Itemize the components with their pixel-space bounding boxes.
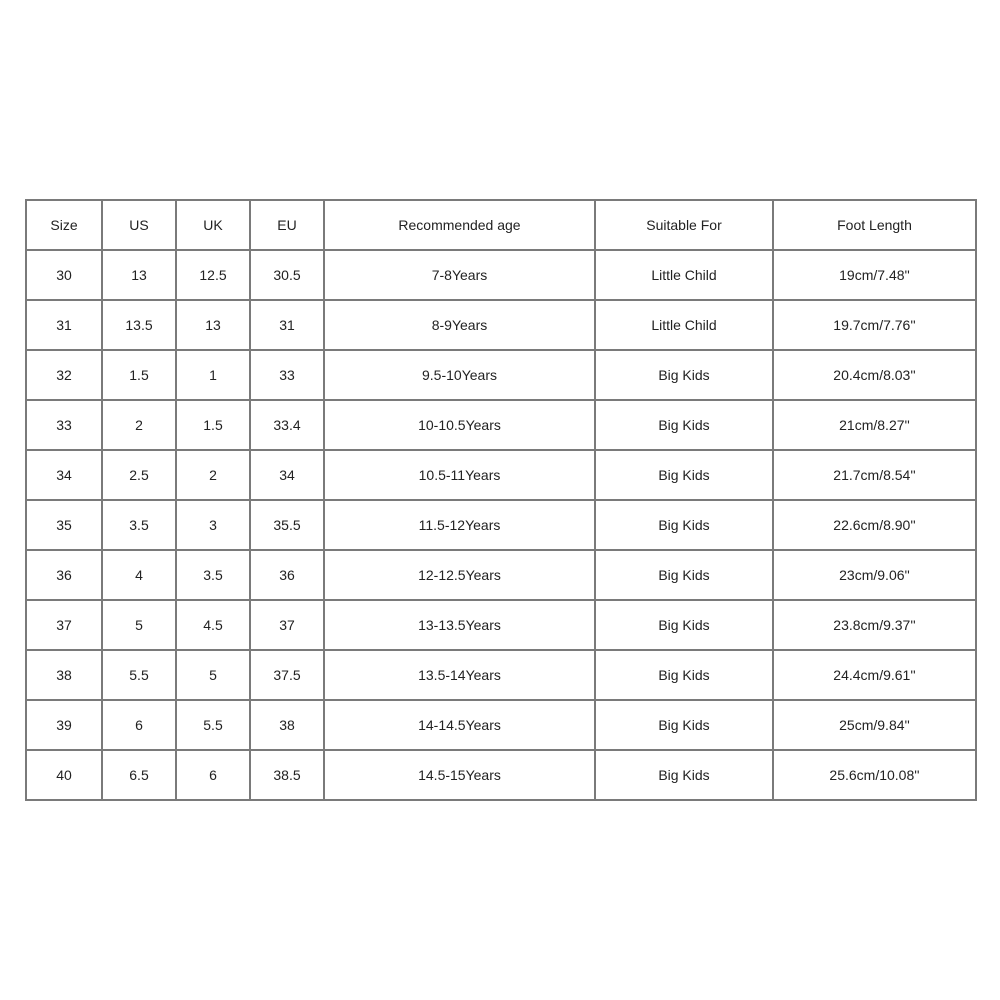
cell-us: 4 <box>102 550 176 600</box>
table-row <box>26 250 976 300</box>
cell-recommended-age: 8-9Years <box>324 300 595 350</box>
cell-uk: 1 <box>176 350 250 400</box>
cell-suitable-for: Big Kids <box>595 600 773 650</box>
table-row <box>26 600 976 650</box>
cell-recommended-age: 11.5-12Years <box>324 500 595 550</box>
table-row <box>26 350 976 400</box>
table-row <box>26 700 976 750</box>
cell-uk: 3.5 <box>176 550 250 600</box>
cell-foot-length: 19cm/7.48'' <box>773 250 976 300</box>
cell-suitable-for: Big Kids <box>595 350 773 400</box>
cell-foot-length: 20.4cm/8.03'' <box>773 350 976 400</box>
header-recommended-age: Recommended age <box>324 200 595 250</box>
header-row <box>26 200 976 250</box>
cell-eu: 35.5 <box>250 500 324 550</box>
cell-uk: 4.5 <box>176 600 250 650</box>
table-row <box>26 500 976 550</box>
cell-foot-length: 25cm/9.84'' <box>773 700 976 750</box>
cell-uk: 2 <box>176 450 250 500</box>
cell-uk: 3 <box>176 500 250 550</box>
table-row <box>26 400 976 450</box>
cell-suitable-for: Big Kids <box>595 750 773 800</box>
cell-recommended-age: 10.5-11Years <box>324 450 595 500</box>
cell-eu: 38.5 <box>250 750 324 800</box>
cell-foot-length: 24.4cm/9.61'' <box>773 650 976 700</box>
cell-uk: 5.5 <box>176 700 250 750</box>
cell-recommended-age: 12-12.5Years <box>324 550 595 600</box>
cell-size: 37 <box>26 600 102 650</box>
table-row <box>26 550 976 600</box>
cell-recommended-age: 13.5-14Years <box>324 650 595 700</box>
cell-suitable-for: Big Kids <box>595 400 773 450</box>
cell-us: 6.5 <box>102 750 176 800</box>
cell-suitable-for: Little Child <box>595 300 773 350</box>
cell-size: 35 <box>26 500 102 550</box>
cell-us: 2 <box>102 400 176 450</box>
cell-us: 1.5 <box>102 350 176 400</box>
cell-recommended-age: 7-8Years <box>324 250 595 300</box>
cell-us: 13.5 <box>102 300 176 350</box>
header-eu: EU <box>250 200 324 250</box>
cell-us: 3.5 <box>102 500 176 550</box>
cell-suitable-for: Big Kids <box>595 550 773 600</box>
cell-size: 33 <box>26 400 102 450</box>
cell-foot-length: 21.7cm/8.54'' <box>773 450 976 500</box>
header-size: Size <box>26 200 102 250</box>
cell-foot-length: 25.6cm/10.08'' <box>773 750 976 800</box>
cell-suitable-for: Little Child <box>595 250 773 300</box>
cell-size: 34 <box>26 450 102 500</box>
cell-size: 40 <box>26 750 102 800</box>
cell-eu: 30.5 <box>250 250 324 300</box>
cell-size: 30 <box>26 250 102 300</box>
header-foot-length: Foot Length <box>773 200 976 250</box>
cell-foot-length: 23cm/9.06'' <box>773 550 976 600</box>
size-chart-table <box>25 199 977 801</box>
cell-size: 36 <box>26 550 102 600</box>
cell-us: 6 <box>102 700 176 750</box>
cell-us: 13 <box>102 250 176 300</box>
cell-us: 5 <box>102 600 176 650</box>
table-row <box>26 750 976 800</box>
cell-suitable-for: Big Kids <box>595 450 773 500</box>
cell-uk: 12.5 <box>176 250 250 300</box>
cell-size: 38 <box>26 650 102 700</box>
header-us: US <box>102 200 176 250</box>
cell-uk: 13 <box>176 300 250 350</box>
cell-recommended-age: 10-10.5Years <box>324 400 595 450</box>
cell-size: 39 <box>26 700 102 750</box>
cell-eu: 38 <box>250 700 324 750</box>
cell-uk: 1.5 <box>176 400 250 450</box>
cell-recommended-age: 14.5-15Years <box>324 750 595 800</box>
cell-us: 5.5 <box>102 650 176 700</box>
cell-foot-length: 23.8cm/9.37'' <box>773 600 976 650</box>
cell-suitable-for: Big Kids <box>595 700 773 750</box>
cell-eu: 37.5 <box>250 650 324 700</box>
cell-foot-length: 21cm/8.27'' <box>773 400 976 450</box>
cell-suitable-for: Big Kids <box>595 650 773 700</box>
cell-eu: 34 <box>250 450 324 500</box>
cell-eu: 33 <box>250 350 324 400</box>
cell-uk: 6 <box>176 750 250 800</box>
cell-eu: 36 <box>250 550 324 600</box>
cell-eu: 33.4 <box>250 400 324 450</box>
cell-foot-length: 19.7cm/7.76'' <box>773 300 976 350</box>
cell-eu: 37 <box>250 600 324 650</box>
cell-foot-length: 22.6cm/8.90'' <box>773 500 976 550</box>
table-row <box>26 300 976 350</box>
cell-uk: 5 <box>176 650 250 700</box>
cell-recommended-age: 13-13.5Years <box>324 600 595 650</box>
table-row <box>26 450 976 500</box>
cell-recommended-age: 14-14.5Years <box>324 700 595 750</box>
cell-recommended-age: 9.5-10Years <box>324 350 595 400</box>
table-row <box>26 650 976 700</box>
cell-us: 2.5 <box>102 450 176 500</box>
cell-size: 32 <box>26 350 102 400</box>
cell-suitable-for: Big Kids <box>595 500 773 550</box>
header-uk: UK <box>176 200 250 250</box>
cell-eu: 31 <box>250 300 324 350</box>
cell-size: 31 <box>26 300 102 350</box>
header-suitable-for: Suitable For <box>595 200 773 250</box>
